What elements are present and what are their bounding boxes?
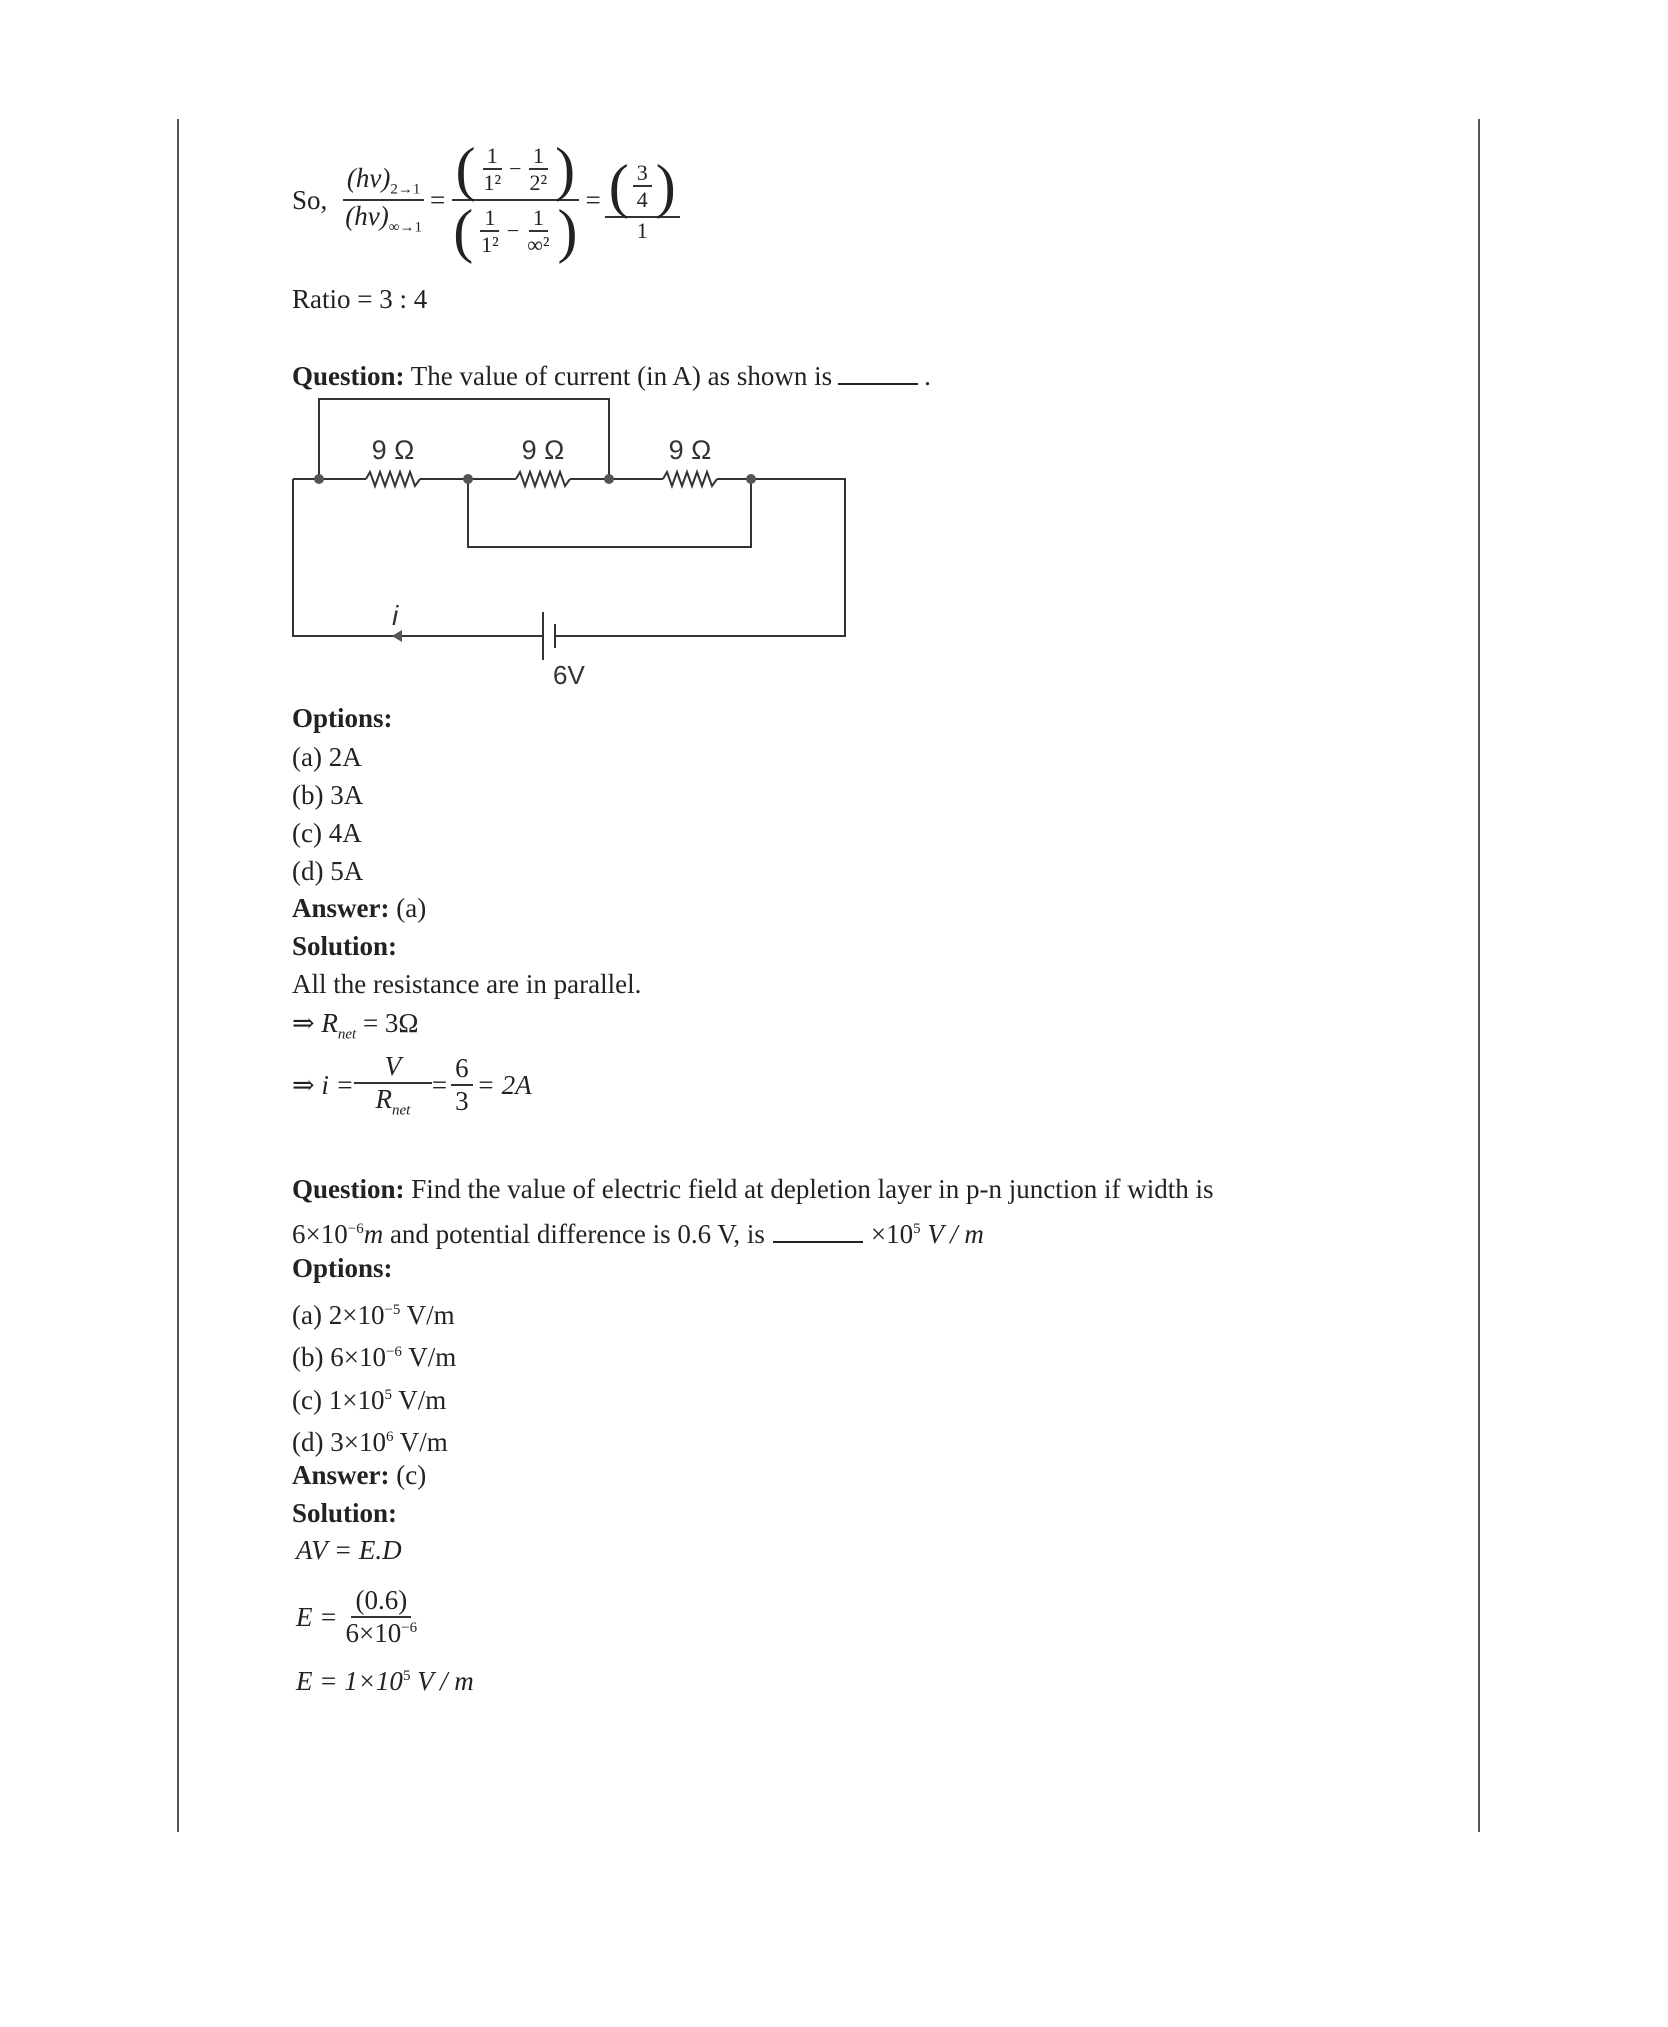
answer-value: (a) (396, 893, 427, 923)
resistor-3-label: 9 Ω (668, 435, 712, 465)
step2-eq: = (431, 1070, 448, 1100)
step2-den-sub: net (391, 1102, 411, 1119)
option-c: (c) 4A (292, 818, 362, 848)
options-label: Options: (292, 1253, 393, 1283)
lhs-num: (hv) (346, 163, 391, 194)
step1-lhs: ⇒ R (292, 1008, 338, 1038)
solution-text: All the resistance are in parallel. (292, 969, 642, 999)
resistor-1 (366, 472, 420, 486)
solution-eq-2 (296, 1582, 425, 1652)
option-b-exp: −6 (385, 1344, 402, 1360)
mid-den-b: 1² (481, 232, 499, 257)
question-label: Question: (292, 1174, 405, 1204)
answer-label: Answer: (292, 1460, 390, 1490)
option-c-text: (c) 1×10 (292, 1385, 385, 1415)
mid-den-a: 1 (480, 205, 499, 232)
resistor-3 (663, 472, 717, 486)
unit-multiplier: ×10 (870, 1219, 914, 1249)
width-value: 6×10 (292, 1219, 348, 1249)
resistor-2-label: 9 Ω (521, 435, 565, 465)
step2-den2: 3 (455, 1086, 469, 1116)
mid-num-d: 2² (529, 170, 548, 195)
lhs-num-sub: 2→1 (390, 181, 421, 198)
lhs-den: (hv) (345, 201, 389, 231)
resistor-1-label: 9 Ω (371, 435, 415, 465)
option-c-exp: 5 (384, 1387, 392, 1403)
solution-eq-1: AV = E.D (296, 1535, 402, 1565)
circuit-diagram (0, 0, 1668, 720)
option-b (292, 1335, 456, 1374)
rhs-num-a: 3 (633, 160, 652, 187)
eq2-num: (0.6) (351, 1585, 411, 1618)
option-b-text: (b) 6×10 (292, 1342, 386, 1372)
resistor-2 (516, 472, 570, 486)
ratio-result: Ratio = 3 : 4 (292, 284, 428, 314)
option-c (292, 1378, 446, 1417)
eq3-exp: 5 (402, 1668, 411, 1684)
solution-label: Solution: (292, 1498, 398, 1528)
battery-label: 6V (553, 660, 585, 690)
step2-result: = 2A (476, 1070, 532, 1100)
unit: V / m (927, 1219, 984, 1249)
rhs-den: 1 (636, 218, 648, 244)
option-c-unit: V/m (391, 1385, 447, 1415)
options-label: Options: (292, 703, 393, 733)
step2-lhs: ⇒ i = (292, 1070, 354, 1100)
width-exp: −6 (347, 1221, 364, 1237)
solution-label: Solution: (292, 931, 398, 961)
option-a-unit: V/m (400, 1300, 455, 1330)
current-arrow-icon (392, 630, 402, 642)
ratio-equation: So, $\frac{(hv)_{2\to 1}}{(hv)_{\infty\to 1}}$ = ( $\frac{1}{\text{1²}}$ − $\frac{1}{\text{2²}}$ ) ( $\frac{1}{\text{1²}}$ − $\frac{1}{\text{∞²}}$ ) = ( $\frac{3}{4}$ ) 1 (292, 125, 684, 275)
current-label: i (392, 600, 399, 631)
option-a-exp: −5 (384, 1302, 401, 1318)
solution-step-2 (292, 1052, 532, 1118)
step2-den: R (375, 1083, 392, 1114)
option-d: (d) 5A (292, 856, 364, 886)
option-d-exp: 6 (385, 1429, 394, 1445)
question-2 (292, 1172, 1214, 1206)
eq2-den: 6×10 (345, 1618, 402, 1648)
mid-den-d: ∞² (527, 232, 550, 257)
option-b-unit: V/m (401, 1342, 457, 1372)
step1-sub: net (337, 1026, 357, 1043)
lhs-den-sub: ∞→1 (388, 219, 422, 236)
option-d-text: (d) 3×10 (292, 1427, 386, 1457)
step2-num2: 6 (451, 1053, 473, 1086)
option-d (292, 1420, 448, 1459)
width-unit: m (363, 1219, 384, 1249)
rhs-num-b: 4 (636, 187, 648, 213)
mid-den-c: 1 (529, 205, 548, 232)
answer-blank (773, 1221, 863, 1243)
eq3-unit: V / m (417, 1666, 474, 1696)
mid-num-c: 1 (529, 143, 548, 170)
mid-num-b: 1² (483, 170, 502, 195)
option-a-text: (a) 2×10 (292, 1300, 385, 1330)
step1-rhs: = 3Ω (362, 1008, 419, 1038)
option-a (292, 1293, 455, 1332)
so-label: So, (292, 185, 328, 215)
eq3-text: E = 1×10 (296, 1666, 403, 1696)
answer-value: (c) (396, 1460, 427, 1490)
step2-num: V (354, 1051, 432, 1084)
question-label: Question: (292, 361, 405, 391)
mid-num-a: 1 (483, 143, 502, 170)
option-b: (b) 3A (292, 780, 364, 810)
question-text-line2: and potential difference is 0.6 V, is (389, 1219, 765, 1249)
question-end: . (924, 361, 931, 391)
option-d-unit: V/m (393, 1427, 448, 1457)
question-text-line1: Find the value of electric field at depletion layer in p-n junction if width is (411, 1174, 1214, 1204)
answer-label: Answer: (292, 893, 390, 923)
unit-exp: 5 (913, 1221, 921, 1237)
question-2-line2 (292, 1212, 984, 1251)
eq2-den-exp: −6 (401, 1620, 418, 1636)
solution-eq-3 (296, 1659, 474, 1698)
eq2-lhs: E = (296, 1602, 338, 1632)
option-a: (a) 2A (292, 742, 362, 772)
question-text: The value of current (in A) as shown is (410, 361, 833, 391)
solution-step-1 (292, 1006, 419, 1051)
